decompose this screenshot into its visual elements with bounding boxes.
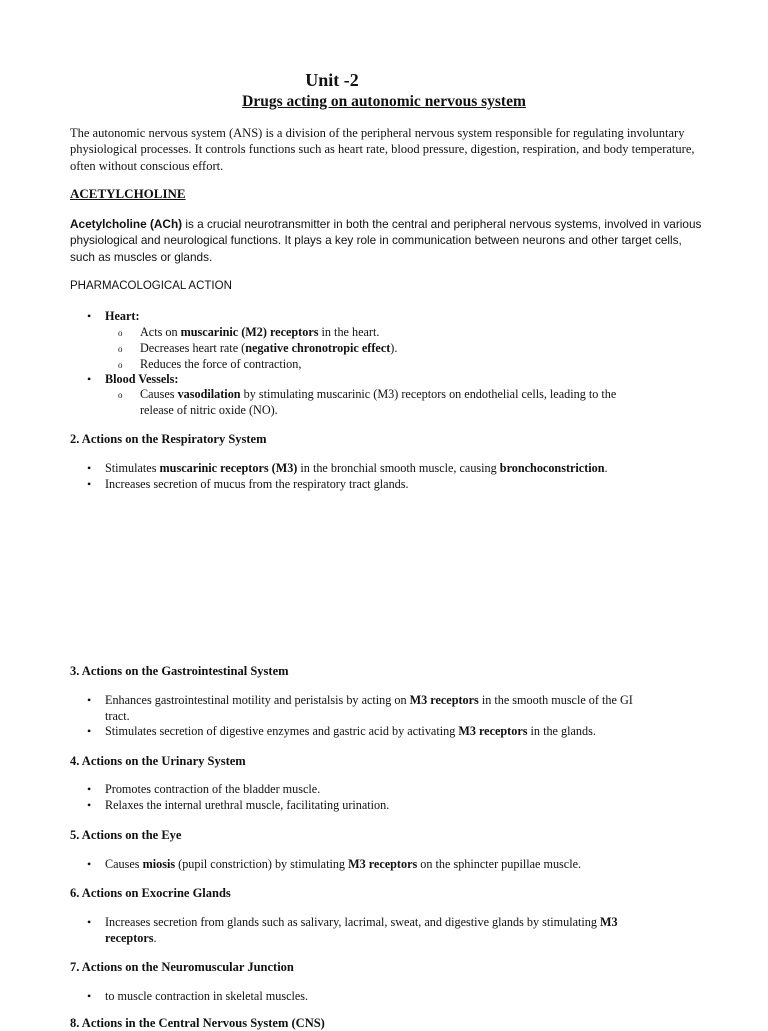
heart-item-2: Decreases heart rate (negative chronotropic effect). — [140, 341, 398, 355]
eye-bullet-1: Causes miosis (pupil constriction) by stimulating M3 receptors on the sphincter pupillae muscle. — [105, 857, 582, 871]
circle-bullet-icon: o — [118, 360, 123, 370]
bullet-icon: • — [87, 798, 92, 812]
heart-item-3: Reduces the force of contraction, — [140, 357, 302, 371]
gi-bullet-2: Stimulates secretion of digestive enzymes and gastric acid by activating M3 receptors in the glands. — [105, 724, 596, 738]
vessels-item-1: Causes vasodilation by stimulating muscarinic (M3) receptors on endothelial cells, leading to the — [140, 387, 617, 401]
document-title: Drugs acting on autonomic nervous system — [242, 93, 526, 110]
bullet-icon: • — [87, 724, 92, 738]
neuromuscular-heading: 7. Actions on the Neuromuscular Junction — [70, 960, 294, 974]
acetylcholine-paragraph — [70, 216, 710, 265]
bullet-icon: • — [87, 782, 92, 796]
nmj-bullet-1: to muscle contraction in skeletal muscles. — [105, 989, 309, 1003]
gi-bullet-1: Enhances gastrointestinal motility and peristalsis by acting on M3 receptors in the smooth muscle of the GI — [105, 693, 633, 707]
exocrine-heading: 6. Actions on Exocrine Glands — [70, 886, 231, 900]
vessels-item-1-continued: release of nitric oxide (NO). — [140, 403, 278, 417]
blood-vessels-label: Blood Vessels: — [105, 372, 179, 386]
bullet-icon: • — [87, 477, 92, 491]
respiratory-bullet-2: Increases secretion of mucus from the respiratory tract glands. — [105, 477, 409, 491]
urinary-heading: 4. Actions on the Urinary System — [70, 754, 246, 768]
bullet-icon: • — [87, 915, 92, 929]
exocrine-bullet-1: Increases secretion from glands such as salivary, lacrimal, sweat, and digestive glands by stimulating M3 — [105, 915, 618, 929]
heart-item-1: Acts on muscarinic (M2) receptors in the heart. — [140, 325, 380, 339]
acetylcholine-heading: ACETYLCHOLINE — [70, 186, 186, 201]
gastrointestinal-heading: 3. Actions on the Gastrointestinal System — [70, 664, 289, 678]
urinary-bullet-1: Promotes contraction of the bladder muscle. — [105, 782, 321, 796]
exocrine-bullet-1-continued: receptors. — [105, 931, 157, 945]
unit-title: Unit -2 — [305, 70, 359, 90]
respiratory-heading: 2. Actions on the Respiratory System — [70, 432, 267, 446]
bullet-icon: • — [87, 372, 92, 386]
bullet-icon: • — [87, 693, 92, 707]
ach-term: Acetylcholine (ACh) — [70, 217, 183, 231]
ach-description: is a crucial neurotransmitter in both the central and peripheral nervous systems, involved in various physiological and neurological functions. It plays a key role in communication between neurons and other target cells, such as muscles or glands. — [70, 217, 702, 264]
bullet-icon: • — [87, 461, 92, 475]
heart-label: Heart: — [105, 309, 140, 323]
intro-paragraph: The autonomic nervous system (ANS) is a division of the peripheral nervous system responsible for regulating involuntary physiological processes. It controls functions such as heart rate, blood pressure, digestion, respiration, and body temperature, often without conscious effort. — [70, 126, 695, 173]
respiratory-bullet-1: Stimulates muscarinic receptors (M3) in the bronchial smooth muscle, causing bronchoconstriction. — [105, 461, 608, 475]
circle-bullet-icon: o — [118, 328, 123, 338]
cns-heading: 8. Actions in the Central Nervous System (CNS) — [70, 1016, 325, 1030]
bullet-icon: • — [87, 857, 92, 871]
circle-bullet-icon: o — [118, 344, 123, 354]
bullet-icon: • — [87, 989, 92, 1003]
circle-bullet-icon: o — [118, 390, 123, 400]
eye-heading: 5. Actions on the Eye — [70, 828, 182, 842]
gi-bullet-1-continued: tract. — [105, 709, 130, 723]
bullet-icon: • — [87, 309, 92, 323]
pharmacological-action-heading: PHARMACOLOGICAL ACTION — [70, 280, 232, 292]
urinary-bullet-2: Relaxes the internal urethral muscle, facilitating urination. — [105, 798, 390, 812]
